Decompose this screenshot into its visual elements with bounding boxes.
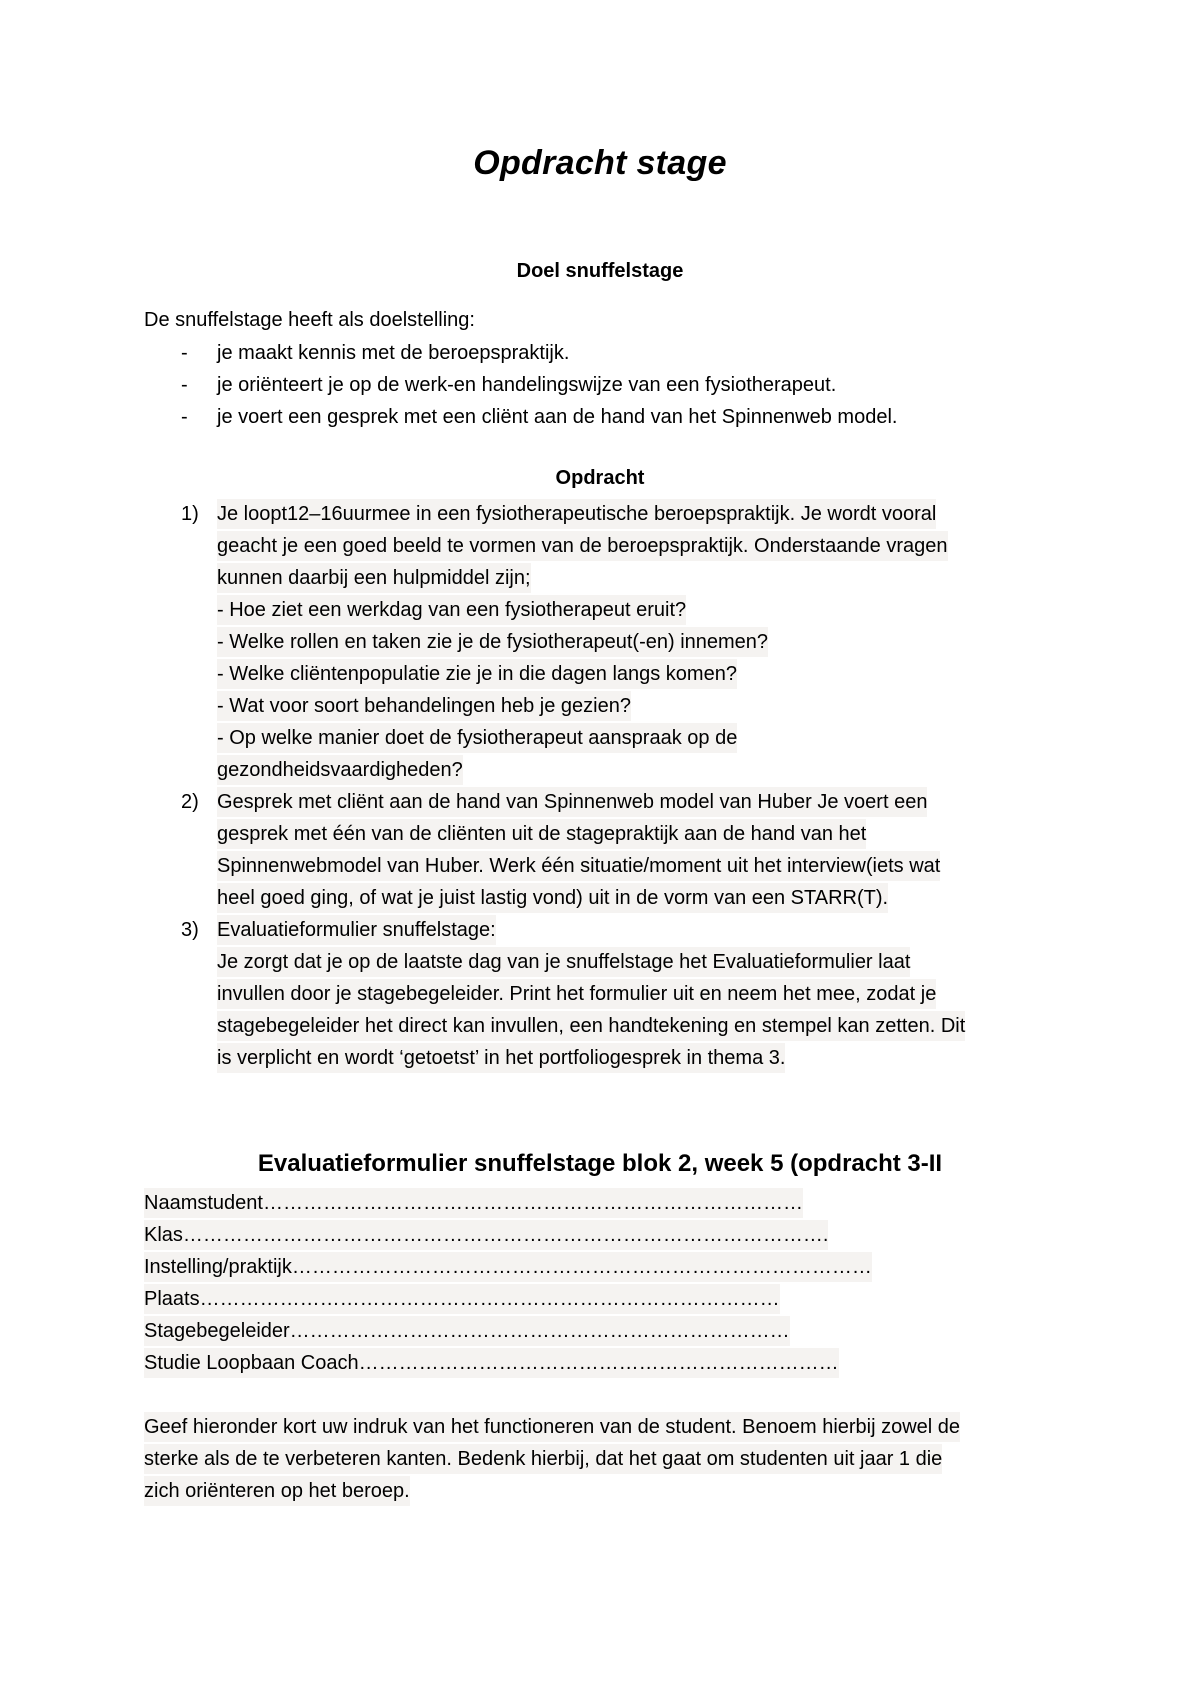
item-2-line: heel goed ging, of wat je juist lastig vond) uit in de vorm van een STARR(T). [217,883,888,913]
form-field-instelling: Instelling/praktijk…………………………………………………………………………… [144,1252,872,1282]
item-1-line: kunnen daarbij een hulpmiddel zijn; [217,563,531,593]
form-instructions: Geef hieronder kort uw indruk van het functioneren van de student. Benoem hierbij zowel de [144,1412,960,1442]
bullet-marker: - [181,406,188,428]
item-number: 2) [181,791,199,813]
evaluation-form-title: Evaluatieformulier snuffelstage blok 2, week 5 (opdracht 3-II [257,1150,943,1177]
form-instructions: zich oriënteren op het beroep. [144,1476,410,1506]
item-1-question: - Wat voor soort behandelingen heb je gezien? [217,691,631,721]
item-1-question: - Welke rollen en taken zie je de fysiotherapeut(-en) innemen? [217,627,768,657]
item-3-line: invullen door je stagebegeleider. Print het formulier uit en neem het mee, zodat je [217,979,936,1009]
bullet-marker: - [181,374,188,396]
item-number: 3) [181,919,199,941]
item-2-line: Spinnenwebmodel van Huber. Werk één situatie/moment uit het interview(iets wat [217,851,940,881]
item-3-line: is verplicht en wordt ‘getoetst’ in het portfoliogesprek in thema 3. [217,1043,785,1073]
item-3-line: Je zorgt dat je op de laatste dag van je snuffelstage het Evaluatieformulier laat [217,947,910,977]
goal-bullet: je voert een gesprek met een cliënt aan de hand van het Spinnenweb model. [217,406,898,428]
item-1-question: - Hoe ziet een werkdag van een fysiotherapeut eruit? [217,595,686,625]
item-1-line: geacht je een goed beeld te vormen van de beroepspraktijk. Onderstaande vragen [217,531,948,561]
assignment-heading: Opdracht [555,467,645,489]
form-instructions: sterke als de te verbeteren kanten. Bedenk hierbij, dat het gaat om studenten uit jaar 1 die [144,1444,942,1474]
form-field-klas: Klas……………………………………………………………………………………. [144,1220,828,1250]
bullet-marker: - [181,342,188,364]
goal-heading: Doel snuffelstage [516,260,684,282]
item-1-question: - Welke cliëntenpopulatie zie je in die dagen langs komen? [217,659,737,689]
item-2-line: gesprek met één van de cliënten uit de stagepraktijk aan de hand van het [217,819,866,849]
goal-bullet: je maakt kennis met de beroepspraktijk. [217,342,570,364]
item-3-line: stagebegeleider het direct kan invullen, een handtekening en stempel kan zetten. Dit [217,1011,965,1041]
form-field-slb-coach: Studie Loopbaan Coach……………………………………………………………… [144,1348,839,1378]
form-field-plaats: Plaats…………………………………………………………………………… [144,1284,780,1314]
item-2-line: Gesprek met cliënt aan de hand van Spinnenweb model van Huber Je voert een [217,787,927,817]
goal-bullet: je oriënteert je op de werk-en handelingswijze van een fysiotherapeut. [217,374,837,396]
goal-intro: De snuffelstage heeft als doelstelling: [144,309,475,331]
document-title: Opdracht stage [473,144,727,182]
item-number: 1) [181,503,199,525]
item-1-question: - Op welke manier doet de fysiotherapeut aanspraak op de [217,723,737,753]
item-3-line: Evaluatieformulier snuffelstage: [217,915,496,945]
item-1-line: Je loopt12–16uurmee in een fysiotherapeutische beroepspraktijk. Je wordt vooral [217,499,936,529]
form-field-naamstudent: Naamstudent……………………………………………………………………… [144,1188,803,1218]
form-field-stagebegeleider: Stagebegeleider………………………………………………………………… [144,1316,790,1346]
item-1-line: gezondheidsvaardigheden? [217,755,463,785]
